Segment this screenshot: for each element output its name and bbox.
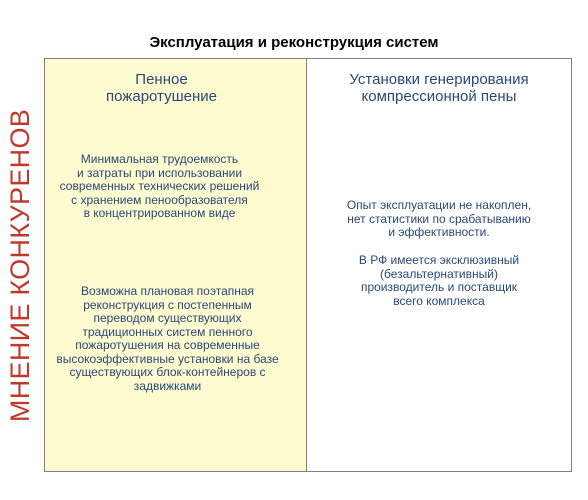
vertical-label-text: МНЕНИЕ КОНКУРЕНОВ xyxy=(5,108,36,423)
foam-extinguishing-column xyxy=(45,59,307,471)
foam-extinguishing-paragraph-1: Минимальная трудоемкость и затраты при использовании современных технических решений с хранением пенообразователя в концентрированном виде xyxy=(59,152,260,220)
compressed-foam-paragraph-2: В РФ имеется эксклюзивный (безальтернативный) производитель и поставщик всего комплекса xyxy=(358,253,520,308)
foam-extinguishing-paragraph-2: Возможна плановая поэтапная реконструкция с постепенным переводом существующих традиционных систем пенного пожаротушения на современные высокоэффективные установки на базе существующих блок-контейнеров с задвижками xyxy=(56,284,279,393)
compressed-foam-paragraph-1: Опыт эксплуатации не накоплен, нет статистики по срабатыванию и эффективности. xyxy=(346,198,532,239)
compressed-foam-header: Установки генерирования компрессионной пены xyxy=(349,71,529,105)
compressed-foam-column xyxy=(307,59,571,471)
foam-extinguishing-header: Пенное пожаротушение xyxy=(106,71,217,105)
page-title: Эксплуатация и реконструкция систем xyxy=(149,34,439,51)
competitors-opinion-label xyxy=(0,58,42,473)
comparison-table xyxy=(44,58,572,472)
